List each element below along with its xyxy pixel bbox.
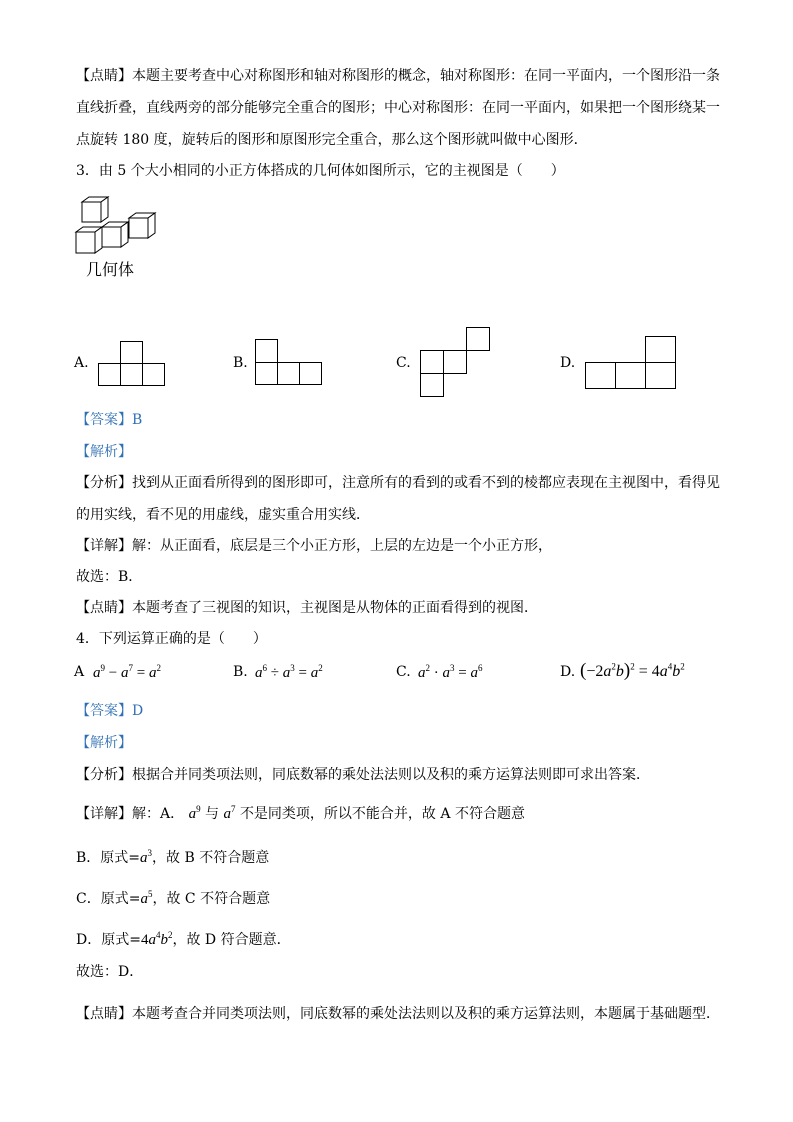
figure-caption: 几何体	[86, 260, 135, 279]
q3-analysis-1: 【分析】找到从正面看所得到的图形即可，注意所有的看到的或看不到的棱都应表现在主视图中，看得见	[76, 475, 720, 491]
q4-option-a-expr: $a^9 - a^7 = a^2$	[93, 663, 161, 681]
q4-jiexi: 【解析】	[76, 735, 132, 751]
note-line-1: 【点睛】本题主要考查中心对称图形和轴对称图形的概念，轴对称图形：在同一平面内，一个图形沿一条	[76, 68, 720, 84]
q4-option-a-label: A	[74, 664, 85, 680]
q3-stem: 3．由 5 个大小相同的小正方体搭成的几何体如图所示，它的主视图是（ ）	[76, 163, 565, 179]
q3-detail: 【详解】解：从正面看，底层是三个小正方形，上层的左边是一个小正方形，	[76, 538, 552, 554]
q3-analysis-2: 的用实线，看不见的用虚线，虚实重合用实线．	[76, 507, 370, 523]
q4-option-d-label: D.	[560, 664, 576, 680]
q4-option-b-expr: $a^6 \div a^3 = a^2$	[255, 663, 323, 681]
q4-option-c-expr: $a^2 \cdot a^3 = a^6$	[418, 663, 483, 681]
q4-analysis: 【分析】根据合并同类项法则，同底数幂的乘处法法则以及积的乘方运算法则即可求出答案．	[76, 767, 650, 783]
q4-answer: 【答案】D	[76, 703, 144, 719]
q3-option-a-figure	[98, 341, 168, 387]
q3-option-b-label: B.	[233, 355, 248, 371]
q4-note: 【点睛】本题考查合并同类项法则，同底数幂的乘处法法则以及积的乘方运算法则，本题属于基础题型．	[76, 1006, 720, 1022]
q4-detail-c: C．原式$=a^5$，故 C 不符合题意	[76, 889, 271, 907]
q4-option-b-label: B.	[233, 664, 248, 680]
q3-option-d-label: D.	[560, 355, 576, 371]
note-line-2: 直线折叠，直线两旁的部分能够完全重合的图形；中心对称图形：在同一平面内，如果把一个图形绕某一	[76, 100, 720, 116]
q4-stem: 4．下列运算正确的是（ ）	[76, 631, 267, 647]
q4-choose: 故选：D．	[76, 964, 144, 980]
q4-detail-a: 【详解】解：A． $a^9$ 与 $a^7$ 不是同类项，所以不能合并，故 A 不符合题意	[76, 804, 525, 822]
q3-option-c-label: C.	[396, 355, 411, 371]
geometric-body-figure	[74, 196, 164, 256]
q3-option-a-label: A.	[74, 355, 89, 371]
q4-detail-b: B．原式$=a^3$，故 B 不符合题意	[76, 848, 270, 866]
q4-detail-d: D．原式$=4a^4b^2$，故 D 符合题意．	[76, 930, 291, 948]
q3-note: 【点睛】本题考查了三视图的知识，主视图是从物体的正面看得到的视图．	[76, 600, 538, 616]
q4-option-c-label: C.	[396, 664, 411, 680]
note-line-3: 点旋转 180 度，旋转后的图形和原图形完全重合，那么这个图形就叫做中心图形．	[76, 132, 588, 148]
q3-option-c-figure	[420, 327, 492, 399]
q3-choose: 故选：B．	[76, 569, 143, 585]
q3-option-b-figure	[255, 339, 325, 387]
q3-answer: 【答案】B	[76, 412, 143, 428]
q3-jiexi: 【解析】	[76, 444, 132, 460]
q4-option-d-expr: $(-2a^2b)^2 = 4a^4b^2$	[580, 660, 685, 681]
q3-option-d-figure	[585, 336, 677, 390]
